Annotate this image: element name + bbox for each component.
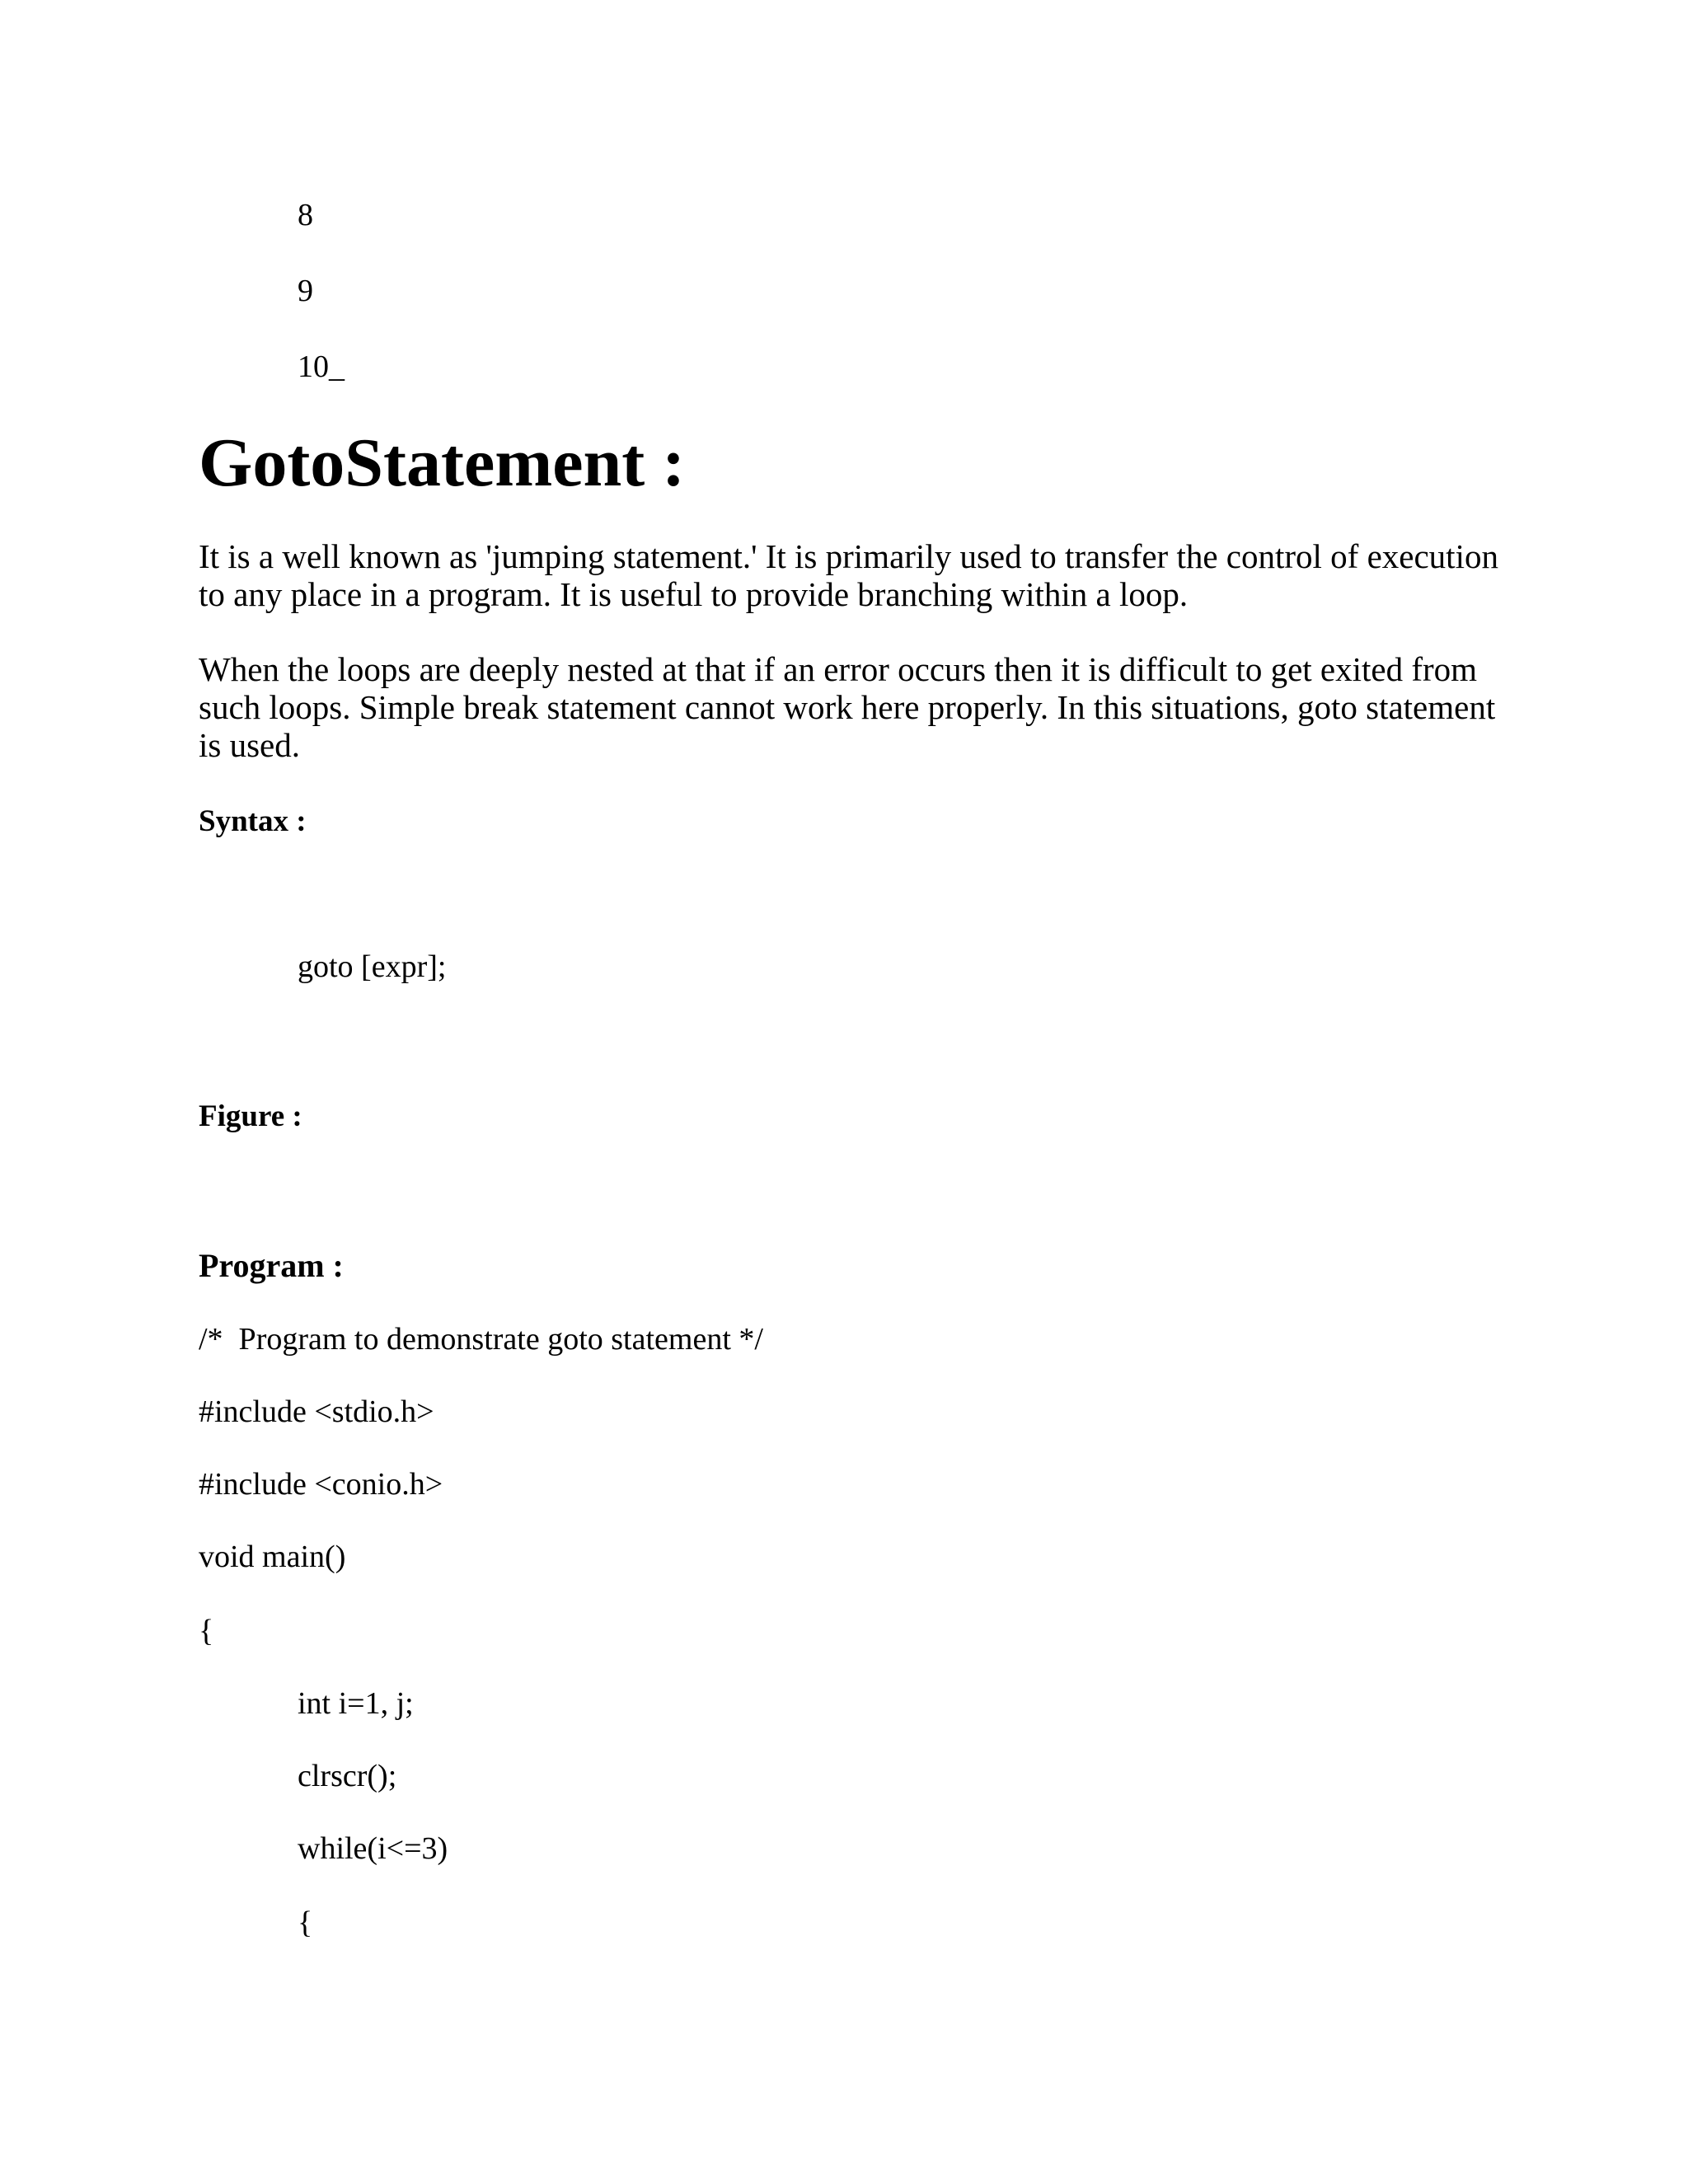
figure-label: Figure : [199, 1099, 302, 1133]
syntax-label: Syntax : [199, 804, 307, 838]
while-line: while(i<=3) [298, 1831, 448, 1866]
output-line-10: 10_ [298, 349, 345, 384]
main-signature-line: void main() [199, 1540, 346, 1574]
while-open-brace-line: { [298, 1905, 313, 1940]
main-open-brace-line: { [199, 1614, 214, 1648]
syntax-code: goto [expr]; [298, 949, 447, 984]
var-declaration-line: int i=1, j; [298, 1686, 414, 1721]
nested-loops-paragraph: When the loops are deeply nested at that if an error occurs then it is difficult to get exited from such loops. Simple break statement cannot work here properly. In this situations, goto statement is used. [199, 650, 1496, 764]
section-heading: GotoStatement : [199, 424, 686, 501]
include-conio-line: #include <conio.h> [199, 1467, 443, 1502]
output-line-8: 8 [298, 198, 313, 232]
program-comment-line: /* Program to demonstrate goto statement */ [199, 1322, 763, 1357]
clrscr-line: clrscr(); [298, 1759, 397, 1793]
output-line-9: 9 [298, 274, 313, 308]
include-stdio-line: #include <stdio.h> [199, 1394, 434, 1429]
program-label: Program : [199, 1247, 344, 1284]
intro-paragraph: It is a well known as 'jumping statement.' It is primarily used to transfer the control of execution to any place in a program. It is useful to provide branching within a loop. [199, 537, 1498, 613]
